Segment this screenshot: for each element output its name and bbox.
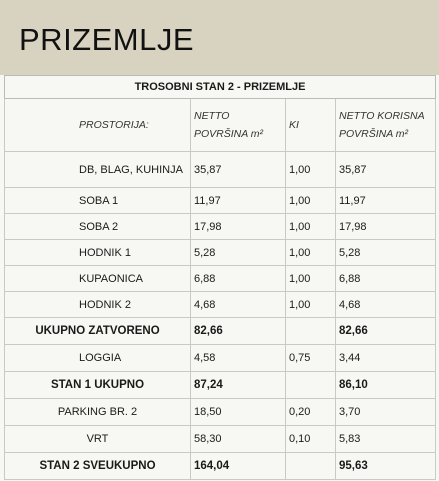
row-ki: 1,00 (286, 266, 336, 292)
table-row (5, 345, 436, 372)
row-net: 4,58 (191, 345, 286, 372)
row-name: DB, BLAG, KUHINJA (5, 152, 191, 188)
row-usable: 86,10 (336, 372, 436, 399)
row-net: 4,68 (191, 292, 286, 318)
row-usable: 17,98 (336, 214, 436, 240)
table-caption-row (5, 76, 436, 99)
row-usable: 95,63 (336, 453, 436, 480)
row-usable: 11,97 (336, 188, 436, 214)
table-header-row (5, 99, 436, 152)
page-title: PRIZEMLJE (19, 22, 195, 57)
table-row (5, 240, 436, 266)
row-usable: 6,88 (336, 266, 436, 292)
row-ki: 1,00 (286, 188, 336, 214)
table-row (5, 214, 436, 240)
header-ki: KI (286, 99, 336, 152)
row-ki (286, 372, 336, 399)
row-net: 58,30 (191, 426, 286, 453)
header-net-area: NETTO POVRŠINA m² (191, 99, 286, 152)
row-name: SOBA 2 (5, 214, 191, 240)
row-name: STAN 2 SVEUKUPNO (5, 453, 191, 480)
row-name: VRT (5, 426, 191, 453)
row-ki (286, 453, 336, 480)
row-name: LOGGIA (5, 345, 191, 372)
row-usable: 5,83 (336, 426, 436, 453)
row-usable: 35,87 (336, 152, 436, 188)
row-ki: 0,75 (286, 345, 336, 372)
row-name: KUPAONICA (5, 266, 191, 292)
row-usable: 3,70 (336, 399, 436, 426)
table-row (5, 152, 436, 188)
table-row (5, 188, 436, 214)
row-net: 164,04 (191, 453, 286, 480)
row-net: 5,28 (191, 240, 286, 266)
row-net: 18,50 (191, 399, 286, 426)
row-usable: 82,66 (336, 318, 436, 345)
table-row (5, 292, 436, 318)
row-ki: 1,00 (286, 152, 336, 188)
table-row-subtotal (5, 318, 436, 345)
row-name: STAN 1 UKUPNO (5, 372, 191, 399)
row-net: 82,66 (191, 318, 286, 345)
row-ki: 1,00 (286, 292, 336, 318)
row-ki: 0,10 (286, 426, 336, 453)
table-row (5, 426, 436, 453)
row-ki: 1,00 (286, 214, 336, 240)
row-name: SOBA 1 (5, 188, 191, 214)
row-ki: 0,20 (286, 399, 336, 426)
table-row-total (5, 453, 436, 480)
header-room: PROSTORIJA: (5, 99, 191, 152)
row-ki (286, 318, 336, 345)
row-net: 11,97 (191, 188, 286, 214)
row-usable: 5,28 (336, 240, 436, 266)
row-usable: 3,44 (336, 345, 436, 372)
row-name: PARKING BR. 2 (5, 399, 191, 426)
table-row-subtotal (5, 372, 436, 399)
table-caption: TROSOBNI STAN 2 - PRIZEMLJE (5, 76, 436, 99)
table-row (5, 399, 436, 426)
table-row (5, 266, 436, 292)
row-usable: 4,68 (336, 292, 436, 318)
row-net: 35,87 (191, 152, 286, 188)
row-net: 17,98 (191, 214, 286, 240)
header-net-usable: NETTO KORISNA POVRŠINA m² (336, 99, 436, 152)
area-table-sheet (0, 75, 439, 481)
row-name: HODNIK 1 (5, 240, 191, 266)
row-name: UKUPNO ZATVORENO (5, 318, 191, 345)
row-name: HODNIK 2 (5, 292, 191, 318)
row-net: 87,24 (191, 372, 286, 399)
page-header (0, 0, 439, 75)
row-net: 6,88 (191, 266, 286, 292)
area-table (4, 75, 436, 480)
row-ki: 1,00 (286, 240, 336, 266)
